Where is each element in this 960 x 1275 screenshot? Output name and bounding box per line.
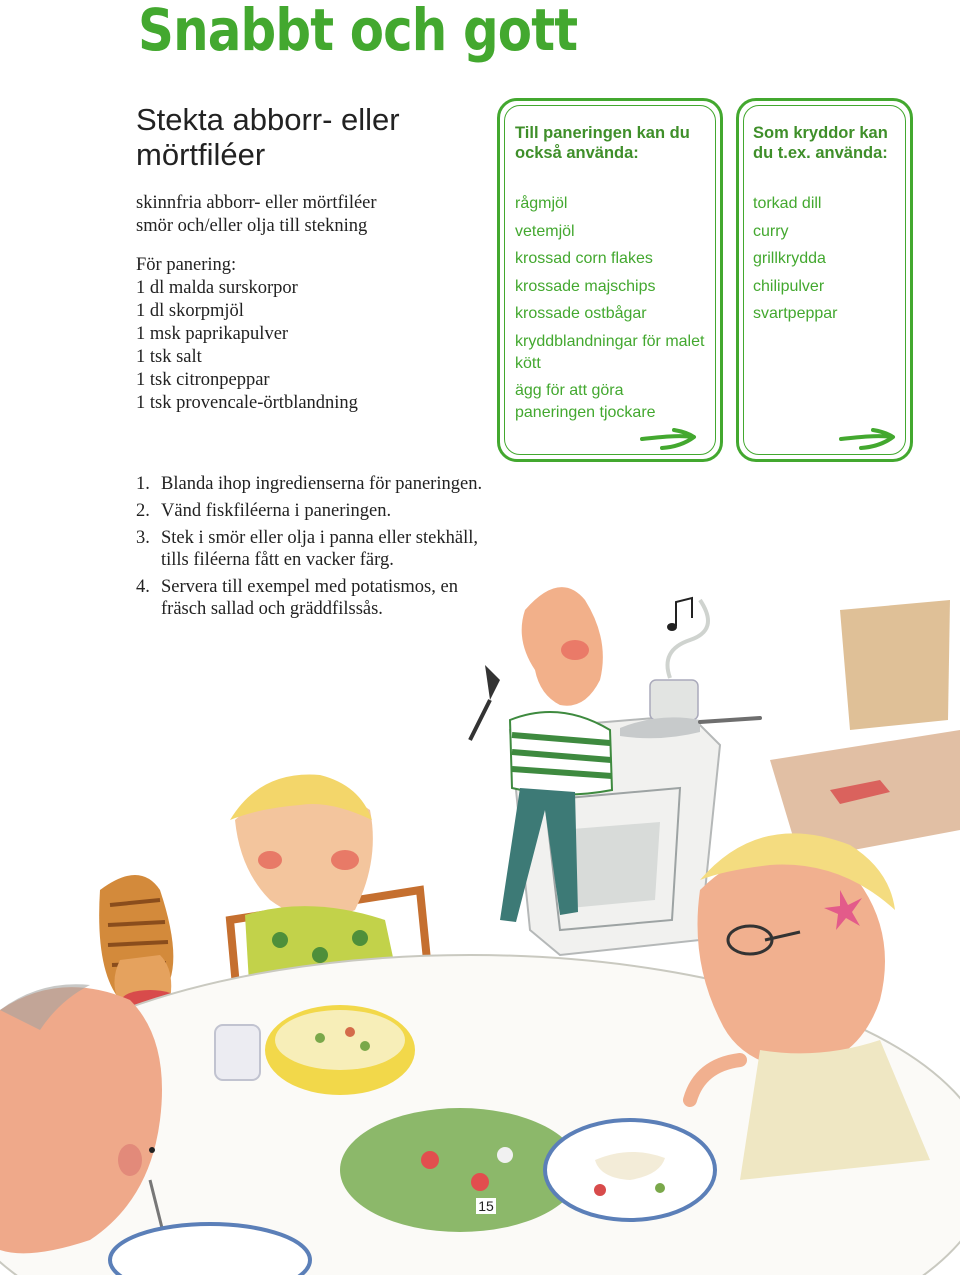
- breading-item: 1 tsk salt: [136, 347, 202, 367]
- page-title: Snabbt och gott: [138, 0, 578, 64]
- spices-box: [736, 98, 913, 462]
- breading-item: 1 tsk citronpeppar: [136, 370, 270, 390]
- list-item: vetemjöl: [515, 222, 575, 240]
- list-item: kryddblandningar för malet kött: [515, 332, 705, 372]
- list-item: rågmjöl: [515, 195, 568, 212]
- page-number: 15: [476, 1198, 496, 1214]
- list-item: curry: [753, 222, 789, 240]
- arrow-icon: [839, 427, 899, 453]
- step-text: Stek i smör eller olja i panna eller stekhäll, tills filéerna fått en vacker färg.: [161, 528, 478, 570]
- breading-item: 1 dl skorpmjöl: [136, 301, 244, 321]
- list-item: grillkrydda: [753, 250, 826, 267]
- step-text: Servera till exempel med potatismos, en fräsch sallad och gräddfilssås.: [161, 577, 458, 619]
- box-heading: Till paneringen kan du också använda:: [515, 124, 690, 162]
- ingredient-item: smör och/eller olja till stekning: [136, 216, 368, 236]
- list-item: torkad dill: [753, 195, 822, 212]
- step-text: Vänd fiskfiléerna i paneringen.: [161, 501, 392, 521]
- breading-item: 1 tsk provencale-örtblandning: [136, 393, 358, 413]
- breading-item: 1 msk paprikapulver: [136, 324, 289, 344]
- family-kitchen-illustration: [0, 560, 960, 1275]
- list-item: ägg för att göra paneringen tjockare: [515, 382, 656, 421]
- list-item: krossad corn flakes: [515, 250, 653, 267]
- breading-alternatives-list: [515, 193, 705, 430]
- step-text: Blanda ihop ingredienserna för paneringen.: [161, 474, 483, 494]
- arrow-icon: [640, 427, 700, 453]
- breading-heading: För panering:: [136, 255, 237, 275]
- step-number: 4.: [136, 577, 150, 597]
- step-item: [136, 500, 506, 522]
- breading-item: 1 dl malda surskorpor: [136, 278, 298, 298]
- step-number: 3.: [136, 528, 150, 548]
- ingredient-item: skinnfria abborr- eller mörtfiléer: [136, 193, 377, 213]
- breading-alternatives-box: [497, 98, 723, 462]
- box-heading: Som kryddor kan du t.ex. använda:: [753, 124, 888, 162]
- spices-list: [753, 193, 903, 331]
- list-item: krossade majschips: [515, 277, 656, 295]
- list-item: chilipulver: [753, 277, 825, 295]
- ingredient-list: [136, 192, 476, 415]
- list-item: svartpeppar: [753, 305, 838, 322]
- recipe-title: Stekta abborr- eller mörtfiléer: [136, 102, 400, 172]
- step-number: 2.: [136, 501, 150, 521]
- step-item: [136, 473, 506, 495]
- list-item: krossade ostbågar: [515, 305, 647, 322]
- step-number: 1.: [136, 474, 150, 494]
